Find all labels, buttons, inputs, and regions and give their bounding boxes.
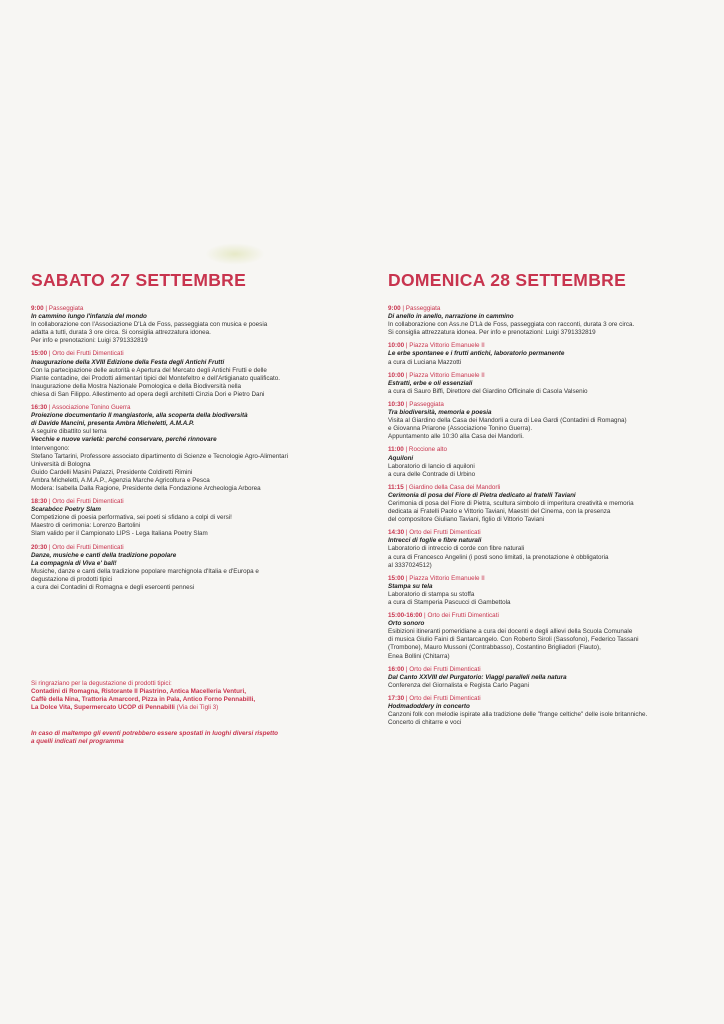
sun-event-7 bbox=[388, 529, 708, 569]
event-title: Tra biodiversità, memoria e poesia bbox=[388, 409, 492, 417]
event-line: (Trombone), Mauro Mussoni (Contrabbasso), Costantino Brigliadori (Flauto), bbox=[388, 644, 601, 652]
notice-line: In caso di maltempo gli eventi potrebbero essere spostati in luoghi diversi rispetto bbox=[31, 730, 279, 737]
event-line: degustazione di prodotti tipici bbox=[31, 575, 113, 583]
event-header: 9:00 | Passeggiata bbox=[31, 305, 84, 312]
event-title: Stampa su tela bbox=[388, 582, 433, 590]
event-line: Maestro di cerimonia: Lorenzo Bartolini bbox=[31, 522, 141, 530]
event-place: Giardino della Casa dei Mandorli bbox=[408, 483, 501, 491]
event-header: 18:30 | Orto dei Frutti Dimenticati bbox=[31, 498, 124, 506]
event-line: Inaugurazione della Mostra Nazionale Pomologica e della Biodiversità nella bbox=[31, 382, 242, 390]
event-time: 10:00 bbox=[388, 371, 405, 379]
sat-event-5 bbox=[31, 544, 351, 593]
sun-event-5 bbox=[388, 446, 708, 478]
event-time: 10:30 bbox=[388, 400, 405, 408]
sun-event-4 bbox=[388, 401, 708, 441]
event-title: Orto sonoro bbox=[388, 620, 425, 628]
event-header: 11:15 | Giardino della Casa dei Mandorli bbox=[388, 483, 501, 491]
event-line: Cerimonia di posa del Fiore di Pietra, scultura simbolo di imperitura creatività e memoria bbox=[388, 499, 634, 507]
thanks-address: (Via dei Tigli 3) bbox=[174, 704, 219, 712]
event-place: Passeggiata bbox=[405, 305, 441, 312]
event-time: 16:00 bbox=[388, 665, 405, 673]
event-title: Di anello in anello, narrazione in cammino bbox=[388, 313, 514, 321]
event-line: Intervengono: bbox=[31, 444, 70, 452]
event-line: In collaborazione con l'Associazione D'Là de Foss, passeggiata con musica e poesia bbox=[31, 321, 268, 329]
saturday-title: SABATO 27 SETTEMBRE bbox=[31, 270, 247, 290]
thanks-names-line: Caffè della Nina, Trattoria Amarcord, Pizza in Pala, Antico Forno Pennabilli, bbox=[31, 696, 256, 704]
event-header: 16:00 | Orto dei Frutti Dimenticati bbox=[388, 665, 481, 673]
event-line: al 3337024512) bbox=[388, 561, 432, 569]
event-line: Visita al Giardino della Casa dei Mandorli a cura di Lea Gardi (Contadini di Romagna) bbox=[388, 417, 627, 425]
thanks-section bbox=[31, 680, 361, 712]
event-line: Conferenza del Giornalista e Regista Carlo Pagani bbox=[388, 681, 530, 689]
event-place: Piazza Vittorio Emanuele II bbox=[409, 342, 485, 350]
event-header: 20:30 | Orto dei Frutti Dimenticati bbox=[31, 543, 124, 551]
event-time: 11:15 bbox=[388, 483, 404, 491]
event-title: Aquiloni bbox=[388, 454, 414, 462]
sun-event-6 bbox=[388, 484, 708, 524]
event-line: Piante contadine, dei Prodotti alimentari tipici del Montefeltro e dell'Artigianato qualificato. bbox=[31, 374, 281, 382]
event-place: Orto dei Frutti Dimenticati bbox=[409, 694, 481, 702]
event-place: Passeggiata bbox=[48, 305, 84, 312]
event-line: Stefano Tartarini, Professore associato dipartimento di Scienze e Tecnologie Agro-Alimentari bbox=[31, 452, 289, 460]
event-line: chiesa di San Filippo. Allestimento ad opera degli architetti Cinzia Dori e Pietro Dani bbox=[31, 390, 265, 398]
sat-event-3 bbox=[31, 404, 351, 493]
event-place: Orto dei Frutti Dimenticati bbox=[427, 612, 499, 620]
event-place: Orto dei Frutti Dimenticati bbox=[52, 543, 124, 551]
event-line: Concerto di chitarre e voci bbox=[388, 719, 462, 727]
event-header: 15:00 | Piazza Vittorio Emanuele II bbox=[388, 574, 485, 582]
event-header: 17:30 | Orto dei Frutti Dimenticati bbox=[388, 694, 481, 702]
saturday-column bbox=[31, 270, 351, 597]
event-header: 10:00 | Piazza Vittorio Emanuele II bbox=[388, 342, 485, 350]
event-line: Ambra Micheletti, A.M.A.P., Agenzia Marche Agricoltura e Pesca bbox=[31, 476, 210, 484]
event-line: a cura di Sauro Biffi, Direttore del Giardino Officinale di Casola Valsenio bbox=[388, 387, 588, 395]
event-line: adatta a tutti, durata 3 ore circa. Si consiglia attrezzatura idonea. bbox=[31, 329, 211, 337]
event-line: Enea Bollini (Chitarra) bbox=[388, 652, 450, 660]
event-line: del compositore Giuliano Taviani, figlio di Vittorio Taviani bbox=[388, 516, 545, 524]
event-title: Le erbe spontanee e i frutti antichi, laboratorio permanente bbox=[388, 350, 565, 358]
sunday-column bbox=[388, 270, 708, 732]
event-title: Dal Canto XXVIII del Purgatorio: Viaggi paralleli nella natura bbox=[388, 673, 567, 681]
event-place: Associazione Tonino Guerra bbox=[51, 404, 131, 412]
event-line: Laboratorio di stampa su stoffa bbox=[388, 590, 475, 598]
event-line: a cura di Francesco Angelini (i posti sono limitati, la prenotazione è obbligatoria bbox=[388, 553, 609, 561]
event-line: a cura di Stamperia Pascucci di Gambettola bbox=[388, 599, 511, 606]
event-title: Hodmadoddery in concerto bbox=[388, 703, 470, 711]
event-line: Esibizioni itineranti pomeridiane a cura dei docenti e degli allievi della Scuola Comunale bbox=[388, 628, 633, 636]
event-header: 16:30 | Associazione Tonino Guerra bbox=[31, 404, 131, 412]
event-header: 15:00-16:00 | Orto dei Frutti Dimenticati bbox=[388, 612, 499, 620]
event-title: Danze, musiche e canti della tradizione popolare bbox=[31, 551, 177, 559]
event-header: 14:30 | Orto dei Frutti Dimenticati bbox=[388, 529, 481, 537]
notice-line: a quelli indicati nel programma bbox=[31, 738, 124, 746]
event-time: 15:00 bbox=[388, 574, 405, 582]
event-time: 9:00 bbox=[388, 305, 401, 312]
event-line: dedicata ai Fratelli Paolo e Vittorio Taviani, Maestri del Cinema, con la presenza bbox=[388, 508, 611, 516]
event-place: Orto dei Frutti Dimenticati bbox=[409, 529, 481, 537]
thanks-names-last bbox=[31, 704, 361, 712]
event-line: Con la partecipazione delle autorità e Apertura del Mercato degli Antichi Frutti e delle bbox=[31, 366, 267, 374]
event-line: A seguire dibattito sul tema bbox=[31, 428, 107, 436]
sun-event-11 bbox=[388, 695, 708, 727]
event-title-2: di Davide Mancini, presenta Ambra Micheletti, A.M.A.P. bbox=[31, 420, 195, 428]
thanks-names-line: La Dolce Vita, Supermercato UCOP di Pennabilli bbox=[31, 704, 175, 712]
sun-event-10 bbox=[388, 666, 708, 690]
event-place: Orto dei Frutti Dimenticati bbox=[409, 665, 481, 673]
event-time: 18:30 bbox=[31, 498, 48, 506]
sat-event-2 bbox=[31, 350, 351, 399]
sun-event-1 bbox=[388, 305, 708, 337]
event-title-2: La compagnia di Viva e' ball! bbox=[31, 559, 117, 567]
event-time: 16:30 bbox=[31, 404, 48, 412]
event-line: a cura delle Contrade di Urbino bbox=[388, 470, 476, 478]
event-header: 10:30 | Passeggiata bbox=[388, 400, 444, 408]
event-place: Passeggiata bbox=[409, 400, 444, 408]
event-line: Si consiglia attrezzatura idonea. Per info e prenotazioni: Luigi 3791332819 bbox=[388, 329, 596, 337]
event-title: Scarabócc Poetry Slam bbox=[31, 506, 102, 514]
sat-event-1 bbox=[31, 305, 351, 345]
event-title: Estratti, erbe e oli essenziali bbox=[388, 379, 473, 387]
event-line: di musica Giulio Faini di Santarcangelo. Con Roberto Siroli (Sassofono), Federico Tassani bbox=[388, 636, 639, 644]
event-header: 10:00 | Piazza Vittorio Emanuele II bbox=[388, 371, 485, 379]
event-header: 15:00 | Orto dei Frutti Dimenticati bbox=[31, 350, 124, 358]
event-place: Roccione alto bbox=[408, 446, 448, 454]
thanks-intro: Si ringraziano per la degustazione di prodotti tipici: bbox=[31, 680, 172, 687]
event-line: Università di Bologna bbox=[31, 460, 91, 468]
event-line: Laboratorio di lancio di aquiloni bbox=[388, 462, 475, 470]
event-time: 20:30 bbox=[31, 543, 48, 551]
event-line: Per info e prenotazioni: Luigi 3791332819 bbox=[31, 337, 148, 345]
event-line: Guido Cardelli Masini Palazzi, Presidente Coldiretti Rimini bbox=[31, 468, 193, 476]
event-title: In cammino lungo l'infanzia del mondo bbox=[31, 313, 147, 321]
sunday-title: DOMENICA 28 SETTEMBRE bbox=[388, 270, 627, 290]
sun-event-8 bbox=[388, 575, 708, 607]
event-title: Inaugurazione della XVIII Edizione della Festa degli Antichi Frutti bbox=[31, 358, 225, 366]
event-place: Piazza Vittorio Emanuele II bbox=[409, 371, 485, 379]
sun-event-9 bbox=[388, 612, 708, 661]
event-line: Appuntamento alle 10:30 alla Casa dei Mandorli. bbox=[388, 433, 524, 441]
event-place: Orto dei Frutti Dimenticati bbox=[52, 498, 124, 506]
event-subtitle: Vecchie e nuove varietà: perché conservare, perché rinnovare bbox=[31, 436, 217, 444]
event-header: 9:00 | Passeggiata bbox=[388, 305, 441, 312]
weather-notice bbox=[31, 730, 331, 746]
thanks-names-line: Contadini di Romagna, Ristorante Il Piastrino, Antica Macelleria Venturi, bbox=[31, 688, 246, 696]
sat-event-4 bbox=[31, 498, 351, 538]
event-line: Slam valido per il Campionato LIPS - Lega Italiana Poetry Slam bbox=[31, 530, 208, 538]
event-time: 15:00 bbox=[31, 350, 48, 358]
event-title: Proiezione documentario Il mangiastorie, alla scoperta della biodiversità bbox=[31, 412, 248, 420]
sun-event-2 bbox=[388, 342, 708, 366]
event-time: 15:00-16:00 bbox=[388, 612, 423, 620]
event-time: 9:00 bbox=[31, 305, 44, 312]
event-line: Laboratorio di intreccio di corde con fibre naturali bbox=[388, 545, 525, 553]
event-line: a cura dei Contadini di Romagna e degli esercenti pennesi bbox=[31, 584, 195, 591]
event-time: 11:00 bbox=[388, 446, 404, 454]
event-time: 17:30 bbox=[388, 694, 405, 702]
event-line: Canzoni folk con melodie ispirate alla tradizione delle "frange celtiche" delle isole britanniche. bbox=[388, 711, 648, 719]
event-line: Modera: Isabella Dalla Ragione, Presidente della Fondazione Archeologia Arborea bbox=[31, 484, 261, 492]
event-time: 10:00 bbox=[388, 342, 405, 350]
event-place: Piazza Vittorio Emanuele II bbox=[409, 574, 485, 582]
event-line: a cura di Luciana Mazzotti bbox=[388, 358, 462, 366]
event-line: e Giovanna Priarone (Associazione Tonino Guerra). bbox=[388, 425, 533, 433]
event-line: In collaborazione con Ass.ne D'Là de Foss, passeggiata con racconti, durata 3 ore circa. bbox=[388, 321, 635, 329]
event-header: 11:00 | Roccione alto bbox=[388, 446, 448, 454]
event-place: Orto dei Frutti Dimenticati bbox=[52, 350, 124, 358]
event-line: Musiche, danze e canti della tradizione popolare marchignola d'Italia e d'Europa e bbox=[31, 567, 259, 575]
event-title: Intrecci di foglie e fibre naturali bbox=[388, 537, 482, 545]
paper-stain bbox=[205, 243, 265, 265]
event-time: 14:30 bbox=[388, 529, 405, 537]
sun-event-3 bbox=[388, 372, 708, 396]
event-title: Cerimonia di posa del Fiore di Pietra dedicato ai fratelli Taviani bbox=[388, 491, 576, 499]
event-line: Competizione di poesia performativa, sei poeti si sfidano a colpi di versi! bbox=[31, 514, 232, 522]
